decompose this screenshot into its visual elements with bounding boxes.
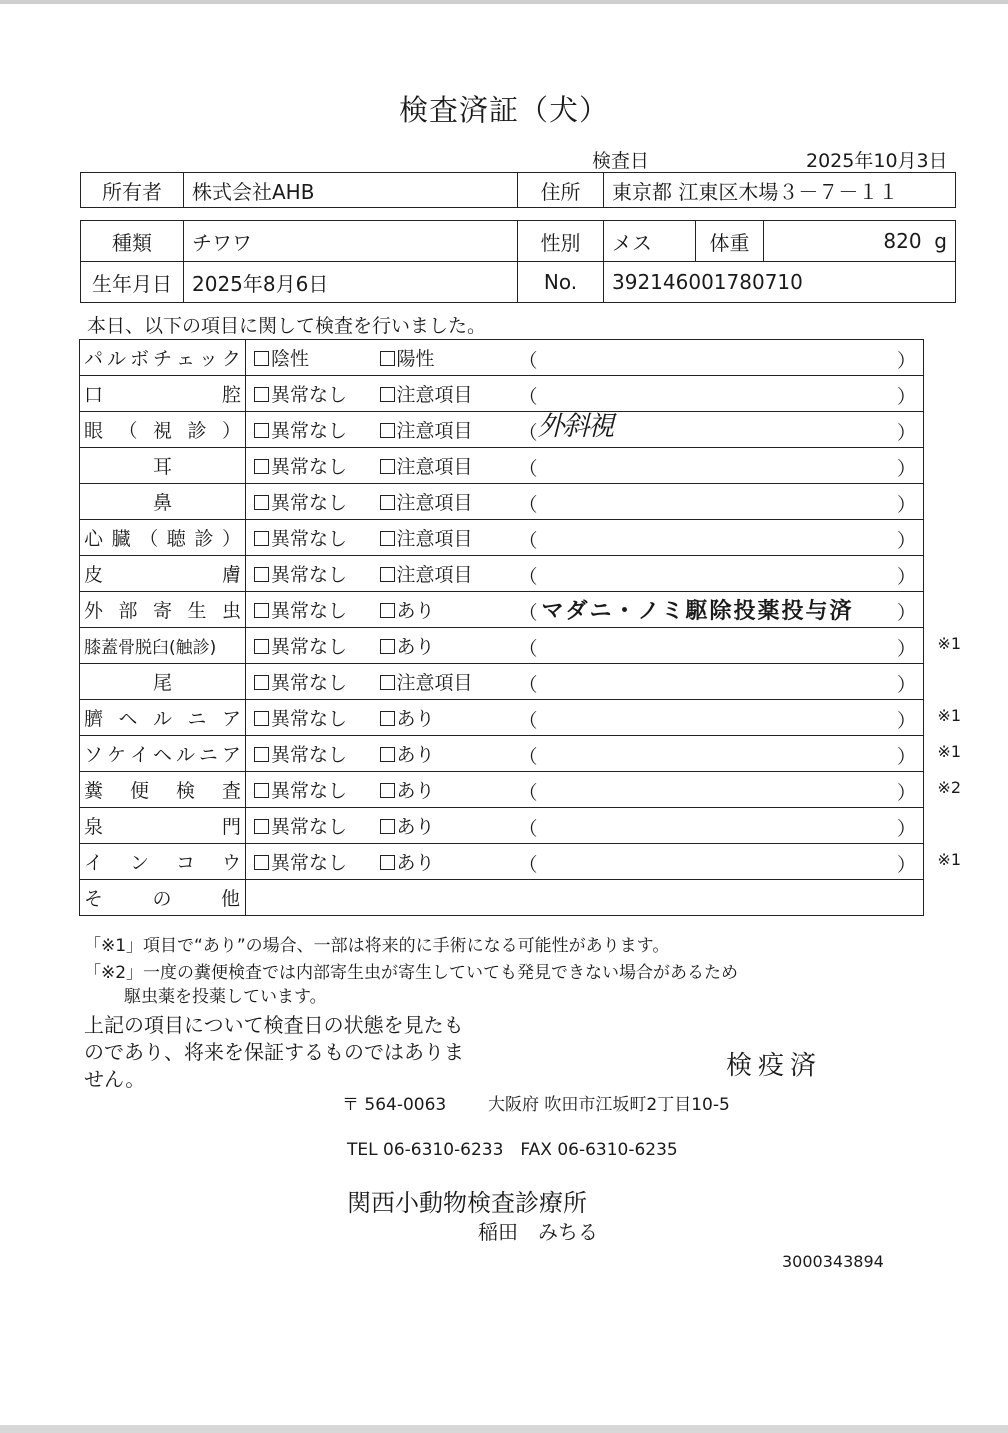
exam-item-name-cell: [80, 628, 246, 664]
scan-edge-bottom: [0, 1425, 1008, 1433]
no-label: No.: [518, 262, 604, 303]
exam-item-note-cell: [512, 520, 924, 556]
option-abnormal-cell: [380, 448, 512, 484]
checkbox: [254, 675, 269, 690]
exam-item-row: [80, 376, 924, 412]
paren-close: ）: [896, 818, 916, 840]
sex-value: メス: [604, 221, 696, 262]
exam-item-name: 泉 門: [84, 816, 241, 838]
exam-item-note: マダニ・ノミ駆除投薬投与済: [541, 599, 854, 624]
checkbox: [380, 603, 395, 618]
footnote-2: 「※2」一度の糞便検査では内部寄生虫が寄生していても発見できない場合があるため: [84, 963, 739, 983]
exam-item-note: 外斜視: [537, 411, 613, 442]
weight-label: 体重: [696, 221, 764, 262]
option-normal-cell: [246, 772, 380, 808]
option-abnormal: 注意項目: [396, 384, 473, 406]
exam-item-name: 膝蓋骨脱臼(触診): [84, 638, 217, 658]
option-normal-cell: [246, 556, 380, 592]
clinic-address: 大阪府 吹田市江坂町2丁目10-5: [488, 1095, 730, 1115]
checkbox: [254, 531, 269, 546]
option-abnormal: 注意項目: [396, 528, 473, 550]
checkbox: [380, 639, 395, 654]
paren-open: （: [518, 854, 538, 876]
exam-item-name-cell: [80, 376, 246, 412]
option-abnormal: あり: [396, 816, 435, 838]
option-normal-cell: [246, 736, 380, 772]
exam-item-name-cell: [80, 772, 246, 808]
checkbox: [254, 351, 269, 366]
option-normal-cell: [246, 340, 380, 376]
exam-item-name-cell: [80, 592, 246, 628]
checkbox: [380, 747, 395, 762]
checkbox: [254, 495, 269, 510]
address-label: 住所: [518, 173, 604, 208]
exam-item-name: イ ン コ ウ: [84, 852, 241, 874]
paren-open: （: [518, 710, 538, 732]
option-abnormal-cell: [380, 340, 512, 376]
paren-open: （: [518, 674, 538, 696]
option-normal-cell: [246, 520, 380, 556]
exam-item-note-cell: [512, 844, 961, 880]
exam-item-row: [80, 844, 924, 880]
intro-text: 本日、以下の項目に関して検査を行いました。: [87, 315, 487, 337]
checkbox: [380, 495, 395, 510]
option-abnormal-cell: [380, 808, 512, 844]
exam-items-table: [79, 339, 961, 916]
footnote-mark: ※1: [937, 850, 961, 869]
paren-open: （: [518, 566, 538, 588]
option-normal-cell: [246, 844, 380, 880]
exam-item-row: [80, 628, 924, 664]
birth-value: 2025年8月6日: [184, 262, 518, 303]
option-abnormal: 注意項目: [396, 456, 473, 478]
exam-item-name: 臍 ヘ ル ニ ア: [84, 708, 241, 730]
option-normal: 異常なし: [271, 744, 348, 766]
checkbox: [254, 459, 269, 474]
exam-item-row: [80, 592, 924, 628]
option-abnormal-cell: [380, 556, 512, 592]
option-abnormal-cell: [380, 592, 512, 628]
checkbox: [380, 531, 395, 546]
no-value: 392146001780710: [604, 262, 956, 303]
option-abnormal-cell: [380, 736, 512, 772]
paren-open: （: [518, 638, 538, 660]
option-normal: 異常なし: [271, 384, 348, 406]
option-abnormal-cell: [380, 664, 512, 700]
paren-open: （: [518, 782, 538, 804]
exam-item-row: [80, 808, 924, 844]
checkbox: [380, 783, 395, 798]
option-normal: 異常なし: [271, 636, 348, 658]
sex-label: 性別: [518, 221, 604, 262]
exam-item-note-cell: [512, 808, 924, 844]
exam-item-row: [80, 448, 924, 484]
checkbox: [254, 855, 269, 870]
checkbox: [380, 855, 395, 870]
paren-open: （: [518, 602, 538, 624]
exam-item-name: 鼻: [152, 492, 172, 514]
option-abnormal: 注意項目: [396, 492, 473, 514]
other-label: そ の 他: [84, 888, 241, 910]
postal-code: 〒 564-0063: [342, 1095, 447, 1115]
exam-date-value: 2025年10月3日: [806, 150, 948, 172]
owner-table: [80, 172, 956, 208]
paren-close: ）: [896, 386, 916, 408]
paren-close: ）: [896, 710, 916, 732]
exam-item-note-cell: [512, 448, 924, 484]
breed-value: チワワ: [184, 221, 518, 262]
exam-item-row: [80, 664, 924, 700]
option-normal-cell: [246, 484, 380, 520]
exam-item-name: ソ ケ イ ヘ ル ニ ア: [84, 744, 241, 766]
tel-fax: TEL 06-6310-6233 FAX 06-6310-6235: [347, 1140, 678, 1160]
checkbox: [254, 711, 269, 726]
option-normal-cell: [246, 592, 380, 628]
footnote-mark: ※1: [937, 706, 961, 725]
checkbox: [380, 387, 395, 402]
option-normal: 異常なし: [271, 708, 348, 730]
paren-close: ）: [896, 746, 916, 768]
breed-label: 種類: [81, 221, 184, 262]
paren-close: ）: [896, 458, 916, 480]
footnote-mark: ※1: [937, 634, 961, 653]
serial-number: 3000343894: [782, 1252, 884, 1271]
exam-item-name: 外 部 寄 生 虫: [84, 600, 241, 622]
option-normal: 異常なし: [271, 492, 348, 514]
paren-close: ）: [896, 782, 916, 804]
option-abnormal: あり: [396, 852, 435, 874]
paren-close: ）: [896, 566, 916, 588]
checkbox: [254, 567, 269, 582]
option-normal-cell: [246, 376, 380, 412]
paren-open: （: [518, 350, 538, 372]
option-normal-cell: [246, 628, 380, 664]
option-normal: 異常なし: [271, 456, 348, 478]
checkbox: [380, 351, 395, 366]
exam-item-name-cell: [80, 556, 246, 592]
weight-unit: g: [934, 229, 947, 253]
disclaimer-text: 上記の項目について検査日の状態を見たものであり、将来を保証するものではありません。: [84, 1013, 464, 1091]
paren-open: （: [518, 746, 538, 768]
exam-item-note-cell: [512, 556, 924, 592]
exam-item-name: 耳: [152, 456, 172, 478]
option-normal: 異常なし: [271, 852, 348, 874]
scan-edge-top: [0, 0, 1008, 4]
exam-item-name-cell: [80, 844, 246, 880]
weight-cell: [764, 221, 956, 262]
option-abnormal: 陽性: [396, 348, 435, 370]
option-abnormal-cell: [380, 484, 512, 520]
exam-item-note-cell: [512, 772, 961, 808]
checkbox: [254, 639, 269, 654]
exam-item-note-cell: [512, 664, 924, 700]
paren-close: ）: [896, 674, 916, 696]
paren-open: （: [518, 386, 538, 408]
exam-item-row: [80, 340, 924, 376]
exam-item-note-cell: [512, 592, 924, 628]
inspection-stamp: 検疫済: [726, 1051, 823, 1081]
option-normal: 異常なし: [271, 564, 348, 586]
other-label-cell: [80, 880, 246, 916]
paren-close: ）: [896, 494, 916, 516]
option-normal: 異常なし: [271, 672, 348, 694]
checkbox: [254, 423, 269, 438]
option-abnormal: 注意項目: [396, 564, 473, 586]
exam-item-row: [80, 520, 924, 556]
paren-close: ）: [896, 854, 916, 876]
checkbox: [380, 819, 395, 834]
owner-label: 所有者: [81, 173, 184, 208]
option-normal-cell: [246, 700, 380, 736]
exam-item-note-cell: [512, 700, 961, 736]
footnote-mark: ※2: [937, 778, 961, 797]
option-normal-cell: [246, 808, 380, 844]
exam-item-name-cell: [80, 448, 246, 484]
option-normal: 異常なし: [271, 420, 348, 442]
exam-item-name-cell: [80, 520, 246, 556]
animal-table: [80, 220, 956, 303]
option-normal: 異常なし: [271, 780, 348, 802]
checkbox: [254, 747, 269, 762]
paren-open: （: [518, 818, 538, 840]
option-normal-cell: [246, 448, 380, 484]
birth-label: 生年月日: [81, 262, 184, 303]
exam-item-note-cell: [512, 628, 961, 664]
option-abnormal: あり: [396, 780, 435, 802]
exam-item-row: [80, 484, 924, 520]
exam-item-name-cell: [80, 484, 246, 520]
option-abnormal-cell: [380, 700, 512, 736]
exam-item-name-cell: [80, 700, 246, 736]
option-abnormal: あり: [396, 744, 435, 766]
exam-item-row: [80, 736, 924, 772]
paren-open: （: [518, 530, 538, 552]
checkbox: [380, 711, 395, 726]
checkbox: [254, 603, 269, 618]
exam-item-name-cell: [80, 664, 246, 700]
exam-item-name: 尾: [152, 672, 172, 694]
option-normal: 陰性: [271, 348, 310, 370]
other-value-cell: [246, 880, 924, 916]
exam-item-row: [80, 772, 924, 808]
option-normal-cell: [246, 412, 380, 448]
paren-open: （: [518, 422, 538, 444]
checkbox: [254, 783, 269, 798]
exam-item-row: [80, 700, 924, 736]
exam-item-name: 糞 便 検 査: [84, 780, 241, 802]
exam-item-name: 眼 （ 視 診 ）: [84, 420, 241, 442]
exam-item-name-cell: [80, 340, 246, 376]
address-value: 東京都 江東区木場３－７－１１: [604, 173, 956, 208]
checkbox: [380, 459, 395, 474]
weight-value: 820: [883, 229, 922, 253]
paren-close: ）: [896, 422, 916, 444]
option-normal: 異常なし: [271, 528, 348, 550]
exam-item-name-cell: [80, 412, 246, 448]
option-abnormal-cell: [380, 628, 512, 664]
checkbox: [380, 567, 395, 582]
doctor-name: 稲田 みちる: [478, 1220, 598, 1244]
exam-item-row: [80, 412, 924, 448]
exam-item-name: 心 臓 （ 聴 診 ）: [84, 528, 241, 550]
exam-item-row: [80, 556, 924, 592]
exam-item-name-cell: [80, 808, 246, 844]
paren-open: （: [518, 458, 538, 480]
other-row: [80, 880, 924, 916]
option-abnormal-cell: [380, 376, 512, 412]
option-abnormal: 注意項目: [396, 672, 473, 694]
exam-item-name: 口 腔: [84, 384, 241, 406]
exam-item-note-cell: [512, 412, 924, 448]
paren-close: ）: [896, 530, 916, 552]
checkbox: [254, 387, 269, 402]
paren-close: ）: [896, 602, 916, 624]
owner-value: 株式会社AHB: [184, 173, 518, 208]
option-abnormal: あり: [396, 600, 435, 622]
exam-item-note-cell: [512, 736, 961, 772]
footnote-2-continued: 駆虫薬を投薬しています。: [124, 987, 327, 1007]
option-abnormal-cell: [380, 412, 512, 448]
exam-item-name: パ ル ボ チ ェ ッ ク: [84, 348, 241, 370]
option-normal-cell: [246, 664, 380, 700]
option-abnormal: 注意項目: [396, 420, 473, 442]
document-title: 検査済証（犬）: [398, 93, 609, 127]
checkbox: [380, 675, 395, 690]
exam-date-label: 検査日: [592, 150, 650, 172]
option-abnormal-cell: [380, 844, 512, 880]
option-abnormal-cell: [380, 520, 512, 556]
exam-item-note-cell: [512, 340, 924, 376]
paren-close: ）: [896, 350, 916, 372]
paren-open: （: [518, 494, 538, 516]
footnote-mark: ※1: [937, 742, 961, 761]
checkbox: [380, 423, 395, 438]
option-abnormal: あり: [396, 708, 435, 730]
checkbox: [254, 819, 269, 834]
exam-item-note-cell: [512, 484, 924, 520]
option-normal: 異常なし: [271, 816, 348, 838]
option-abnormal-cell: [380, 772, 512, 808]
exam-item-name: 皮 膚: [84, 564, 241, 586]
option-normal: 異常なし: [271, 600, 348, 622]
paren-close: ）: [896, 638, 916, 660]
footnote-1: 「※1」項目で“あり”の場合、一部は将来的に手術になる可能性があります。: [84, 936, 670, 956]
clinic-name: 関西小動物検査診療所: [347, 1189, 587, 1217]
option-abnormal: あり: [396, 636, 435, 658]
exam-item-name-cell: [80, 736, 246, 772]
